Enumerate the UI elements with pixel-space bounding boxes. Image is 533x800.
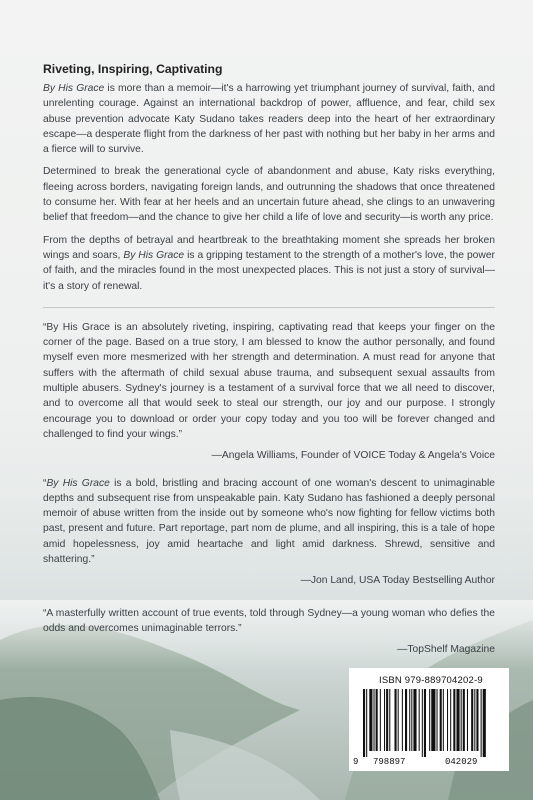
barcode-digit-first: 9 xyxy=(353,757,359,767)
book-title: By His Grace xyxy=(123,249,185,261)
barcode-bar-21 xyxy=(437,689,438,751)
barcode-bar-10 xyxy=(398,689,399,751)
barcode-bar-12 xyxy=(405,689,407,751)
barcode-bar-32 xyxy=(474,689,475,751)
barcode-bar-27 xyxy=(456,689,459,751)
barcode-bar-35 xyxy=(483,689,486,757)
barcode-bar-31 xyxy=(471,689,473,751)
description-paragraph-3: From the depths of betrayal and heartbreak to the breathtaking moment she spreads her broken wings and soars, By His Grace is a gripping testament to the strength of a mother's love, the power of faith, and the miracles found in the most unexpected places. This is not just a story of survival—it's a story of renewal. xyxy=(43,234,495,292)
barcode-bar-23 xyxy=(443,689,444,751)
barcode-bar-3 xyxy=(374,689,375,751)
testimonial-quote-2: “By His Grace is a bold, bristling and bracing account of one woman's descent to unimaginable depths and subsequent rise from unspeakable pain. Katy Sudano has fashioned a deeply personal memoir of abuse written from the inside out by someone who's now fighting for fellow victims both past, present and future. Part reportage, part nom de plume, and all inspiring, this is a tale of hope amid hopelessness, joy amid heartache and light amid darkness. Shrewd, sensitive and shattering.” xyxy=(43,477,495,566)
barcode-digits-right: 042029 xyxy=(445,757,478,767)
barcode-bar-25 xyxy=(450,689,451,751)
barcode-digits-left: 798897 xyxy=(373,757,406,767)
barcode-bar-14 xyxy=(411,689,412,751)
tagline-heading: Riveting, Inspiring, Captivating xyxy=(43,62,223,76)
barcode-bar-15 xyxy=(413,689,416,751)
testimonial-attribution-1: —Angela Williams, Founder of VOICE Today & Angela's Voice xyxy=(211,450,495,462)
barcode-bar-7 xyxy=(386,689,388,751)
barcode-bar-28 xyxy=(461,689,462,751)
barcode-bar-11 xyxy=(402,689,403,751)
barcode-bar-1 xyxy=(366,689,367,757)
isbn-barcode xyxy=(349,668,509,771)
testimonial-attribution-2: —Jon Land, USA Today Bestselling Author xyxy=(300,575,495,587)
testimonial-quote-3: “A masterfully written account of true events, told through Sydney—a young woman who defies the odds and overcomes unimaginable terrors.” xyxy=(43,607,495,634)
barcode-bar-5 xyxy=(380,689,381,751)
back-cover-text xyxy=(43,62,495,658)
barcode-bar-24 xyxy=(447,689,448,751)
barcode-bar-33 xyxy=(476,689,478,751)
book-title: By His Grace xyxy=(46,477,110,489)
barcode-bar-34 xyxy=(481,689,482,757)
barcode-bar-20 xyxy=(431,689,435,751)
barcode-bar-18 xyxy=(424,689,426,757)
barcode-bar-30 xyxy=(467,689,468,751)
description-paragraph-2: Determined to break the generational cycle of abandonment and abuse, Katy risks everything, fleeing across borders, navigating foreign lands, and outrunning the shadows that once threatened to consume her. With fear at her heels and an uncertain future ahead, she clings to an unwavering belief that freedom—and the chance to give her child a life of love and security—is worth any price. xyxy=(43,166,495,224)
barcode-bar-22 xyxy=(440,689,442,751)
barcode-bar-13 xyxy=(409,689,410,751)
barcode-bar-8 xyxy=(389,689,390,751)
testimonial-quote-1: “By His Grace is an absolutely riveting, inspiring, captivating read that keeps your finger on the corner of the page. Based on a true story, I am blessed to know the author personally, and found myself even more mesmerized with her strength and determination. A must read for anyone that suffers with the aftermath of child sexual abuse trauma, and subsequent sexual assaults from multiple abusers. Sydney's journey is a testament of a survival force that we all need to discover, and to overcome all that would seek to steal our strength, our joy and our purpose. I strongly encourage you to download or order your copy today and you too will be forever changed and challenged to find your wings.” xyxy=(43,321,495,440)
barcode-bar-9 xyxy=(395,689,397,751)
barcode-bars xyxy=(353,689,505,757)
barcode-bar-29 xyxy=(463,689,465,751)
barcode-bar-6 xyxy=(384,689,385,751)
barcode-bar-19 xyxy=(429,689,430,751)
barcode-bar-2 xyxy=(369,689,372,751)
divider xyxy=(43,307,495,308)
description-paragraph-1: By His Grace is more than a memoir—it's a harrowing yet triumphant journey of survival, faith, and unrelenting courage. Against an international backdrop of power, affluence, and fear, child sex abuse prevention advocate Katy Sudano takes readers deep into the heart of her extraordinary escape—a desperate flight from the darkness of her past with nothing but her baby in her arms and a fierce will to survive. xyxy=(43,83,495,156)
book-title: By His Grace xyxy=(43,83,105,94)
isbn-label: ISBN 979-889704202-9 xyxy=(379,675,483,686)
barcode-bar-26 xyxy=(453,689,455,751)
barcode-bar-16 xyxy=(419,689,420,751)
barcode-bar-0 xyxy=(363,689,365,757)
testimonial-attribution-3: —TopShelf Magazine xyxy=(397,644,495,656)
barcode-bar-4 xyxy=(376,689,378,751)
barcode-bar-17 xyxy=(422,689,423,757)
